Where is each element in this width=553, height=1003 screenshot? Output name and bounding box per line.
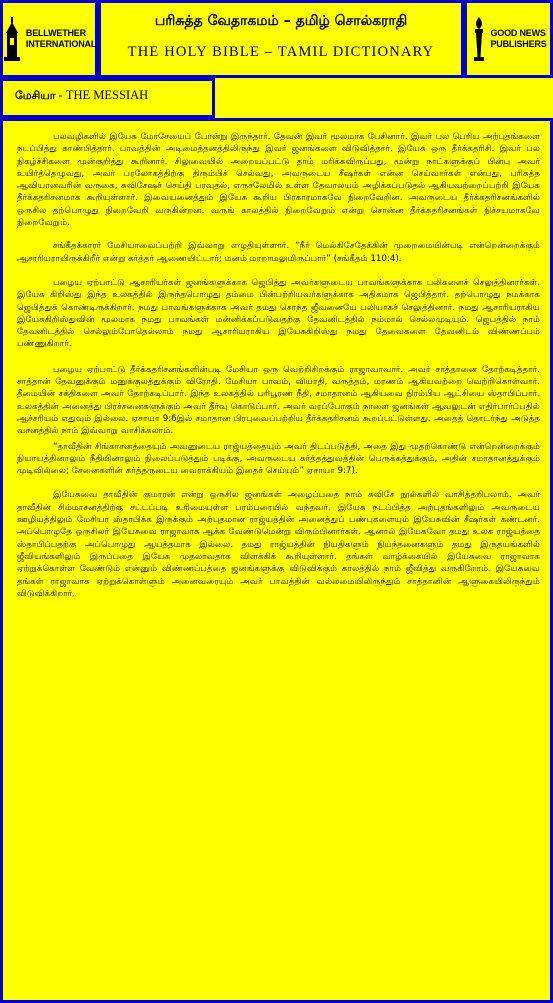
good-news-logo-text: GOOD NEWS PUBLISHERS (490, 27, 547, 49)
bellwether-logo (3, 3, 95, 75)
title-english: THE HOLY BIBLE – TAMIL DICTIONARY (127, 44, 435, 60)
good-news-logo-box (464, 0, 553, 78)
section-title (3, 81, 212, 104)
paragraph: பழைய ஏற்பாட்டு ஆசாரியர்கள் ஜனங்களுக்காக ஜெபித்து அவர்களுடைய பாவங்களுக்காக பலிகளைச் செலுத்தினார்கள். இயேசு கிறிஸ்து இந்த உலகத்தில் இருந்தபொழுது தம்மை பின்பற்றியவர்களுக்காக அதிகமாக ஜெபித்தார். தற்பொழுது நமக்காக ஜெபித்துக் கொண்டிருக்கிறார். நமது பாவங்களுக்காக அவர் தமது சொந்த ஜீவனையே பலியாகச் செலுத்தினார். நமது ஆசாரியராகிய இயேசுகிறிஸ்துவின் மூலமாக நமது பாவங்கள் மன்னிக்கப்படுவதற்கு தேவனிடத்தில் நம்மால் செல்லமுடியும். ஜெபத்தில் நாம் தேவனிடத்தில் செல்லும்போதெல்லாம் நமது ஆசாரியராகிய இயேசுகிறிஸ்து நமது தேவைகளை தேவனிடம் விண்ணப்பம் பண்ணுகிறார். (17, 277, 540, 350)
section-title-tamil: மேசியா (15, 89, 56, 102)
paragraph: பழைய ஏற்பாட்டு தீர்க்கதரிசனங்களின்படி மேசியா ஒரு வெற்றிசிறக்கும் ராஜாவாவார். அவர் சாத்தானை தோற்கடித்தார். சாத்தான் தேவனுக்கும் மனுக்குலத்துக்கும் விரோதி. மேசியா பாவம், வியாதி, வருத்தம், மரணம் ஆகியவற்றை வெற்றிகொள்வார். தீமையின் சக்திகளை அவர் தோற்கடிப்பார். இந்த உலகத்தில் பரிபூரண நீதி, சமாதானம் ஆகியவை நிரம்பிய ஆட்சியை ஸ்தாபிப்பார். உலகத்தின் அனைத்து பிரச்சனைகளுக்கும் அவர் தீர்வு கொடுப்பார். அவர் வரப்போகும் நாளை ஜனங்கள் ஆவலுடன் எதிர்பார்ப்பதில் ஆச்சரியம் எதுவும் இல்லை. ஏசாயா 9:6இல் சமாதான பிரபுவைப்பற்றிய தீர்க்கதரிசனம் கூறப்பட்டுள்ளது. அதைத் தொடர்ந்து அடுத்த வசனத்தில் நாம் இவ்வாறு வாசிக்கலாம். (17, 364, 540, 437)
bellwether-logo-box (0, 0, 98, 78)
paragraph: சங்கீதக்காரர் மேசியாவைப்பற்றி இவ்வாறு எழுதியுள்ளார். “நீர் மெல்கிசேதேக்கின் முறைமையின்படி என்றென்றைக்கும் ஆசாரியராயிருக்கிறீர் என்று கர்த்தர் ஆணையிட்டார்; மனம் மாறாமலுமிருப்பார்” (சங்கீதம் 110:4). (17, 241, 540, 264)
scripture-quote: “தாவீதின் சிங்காசனத்தையும் அவனுடைய ராஜ்யத்தையும் அவர் திடப்படுத்தி, அதை இது முதற்கொண்டு என்றென்றைக்கும் நியாயத்தினாலும் நீதியினாலும் நிலைப்படுத்தும் படிக்கு, அவருடைய கர்த்தத்துவத்தின் பெருக்கத்துக்கும், அதின் சமாதானத்துக்கும் முடிவில்லை; சேனைகளின் கர்த்தருடைய வைராக்கியம் இதைச் செய்யும்” ஏசாயா 9:7). (17, 441, 540, 477)
torch-icon (471, 17, 487, 61)
bellwether-logo-text: BELLWETHER INTERNATIONAL (25, 27, 97, 49)
section-title-box (0, 78, 215, 118)
bell-tower-icon (2, 17, 22, 61)
good-news-logo (467, 3, 550, 75)
article-body (3, 131, 550, 600)
title-tamil: பரிசுத்த வேதாகமம் – தமிழ் சொல்கராதி (154, 13, 408, 29)
paragraph: இயேசுவை தாவீதின் குமாரன் என்று ஒருசில ஜனங்கள் அழைப்பதை நாம் சுவிசே நூல்களில் வாசித்தறிபலாம். அவர் தாவீதின் சிம்மாசனத்திற்கு சட்டப்படி உரிமையுள்ள பரம்பரையில் வந்தவர். இயேசு நடப்பித்த அற்புதங்களிலும் அவருடைய ஊழியத்திலும் மேசியா ஸ்தாபிக்க இருக்கும் அற்புதமான ராஜ்யத்தின் அனைத்துப் பண்புகளையும் இயேசுவின் சீஷர்கள் கண்டனர். அப்பொழுதே ஒருசிலர் இயேசுவை ராஜாவாக ஆக்க வேண்டுமென்று விரும்பினார்கள். ஆனால் இயேசுவோ தமது உலக ராஜ்யத்தை ஸ்தாபிப்பதற்கு அப்பொழுது ஆயத்தமாக இல்லை. தமது ராஜ்யத்தின் நியதிகளும் நியந்தனைகளும் தமது இருதயங்களில் ஜீவியங்களிலும் இருப்பதை இயேசு முதலாவதாக விளக்கிக் கூறியுள்ளார். தங்கள் வாழ்க்கையில் இயேசுவை ராஜாவாக ஏற்றுக்கொள்ள வேண்டும் என்னும் விண்ணப்பத்தை ஜனங்களுக்கு விடுவிக்கும் காலத்தில் நாம் ஜீவித்து வருகிறோம். இயேசுவை தங்கள் ராஜாவாக ஏற்றுக்கொள்ளும் அனைவரையும் அவர் பாவத்தின் வல்லமையிலிருந்தும் சாத்தானின் ஆளுகையிலிருந்தும் விடுவிக்கிறார். (17, 490, 540, 599)
title-box (98, 0, 464, 78)
paragraph: பலவழிகளில் இயேசு மோசேயைப் போன்று இருந்தார். தேவன் இவர் மூலமாக பேசினார். இவர் பல பெரிய அற்புதங்களை நடப்பித்து காண்பித்தார். பாவத்தின் அடிமைத்தனத்திலிருந்து இவர் ஜனங்களை விடுவித்தார். இயேசு ஒரு தீர்க்கதரிசி. இவர் பல நிகழ்ச்சிகளை முன்குறித்து கூறினார். சிலுவையில் அறையப்பட்டு தாம் மரிக்கவிருப்பது, மூன்று நாட்களுக்குப் பின்பு அவர் உயிர்த்தெழுவது, அவர் பரலோகத்திற்கு திரும்பிச் செல்வது, அவருடைய சீஷர்கள் என்ன செய்வார்கள் என்பது, பரிசுத்த ஆவியானவரின் வருகை, சுவிசேஷச் செய்தி பரவுதல், எருசலேமில் உள்ள தேவாலயம் அழிக்கப்படுதல் ஆகியவற்றைப்பற்றி இயேசு தீர்க்கதரிசனமாக கூறியுள்ளார். இவையனைத்தும் இயேசு கூறிய பிரகாரமாகவே நிறைவேறின. அவருடைய தீர்க்கதரிசனங்களில் ஒருசில தற்பொழுது நிறைவேறி வருகின்றன. வருங் காலத்தில் நிறைவேறும் என்று சொன்ன தீர்க்கதரிசனங்கள் நிச்சயமாகவே நிறைவேறும். (17, 132, 540, 229)
section-title-english: - THE MESSIAH (55, 88, 149, 102)
content-box (0, 118, 553, 1003)
